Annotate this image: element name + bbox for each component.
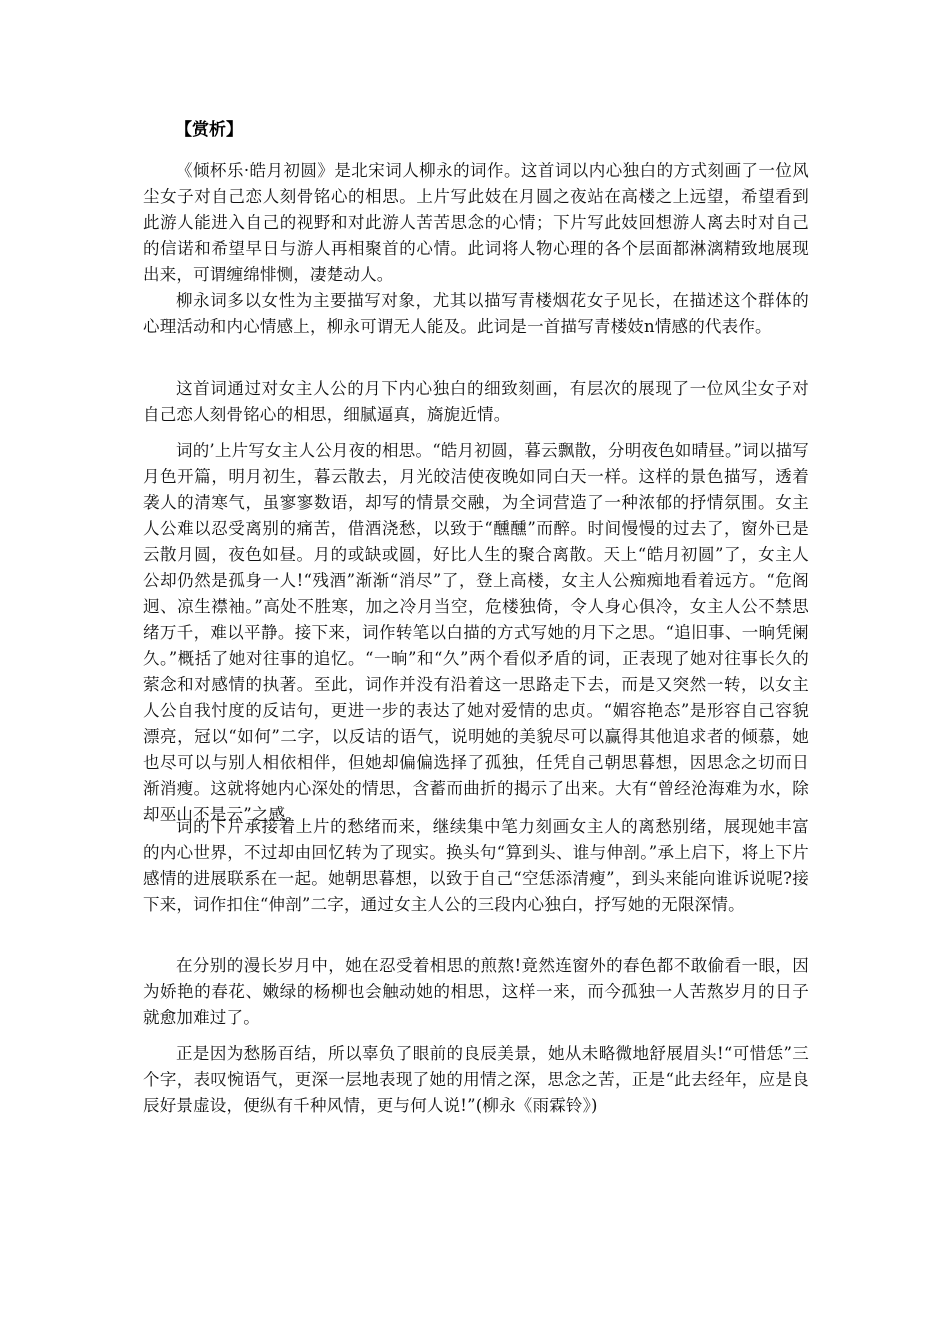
paragraph-second-stanza: 词的下片承接着上片的愁绪而来，继续集中笔力刻画女主人的离愁别绪，展现她丰富的内心世界，不过却由回忆转为了现实。换头句“算到头、谁与伸剖。”承上启下，将上下片感情的进展联系在一起。她朝思暮想，以致于自己“空恁添清瘦”，到头来能向谁诉说呢?接下来，词作扣住“伸剖”二字，通过女主人公的三段内心独白，抒写她的无限深情。 bbox=[143, 817, 809, 914]
paragraph-separation: 在分别的漫长岁月中，她在忍受着相思的煎熬!竟然连窗外的春色都不敢偷看一眼，因为娇艳的春花、嫩绿的杨柳也会触动她的相思，这样一来，而今孤独一人苦熬岁月的日子就愈加难过了。 bbox=[143, 956, 809, 1027]
paragraph-overview: 这首词通过对女主人公的月下内心独白的细致刻画，有层次的展现了一位风尘女子对自己恋人刻骨铭心的相思，细腻逼真，旖旎近情。 bbox=[143, 379, 809, 424]
paragraph-conclusion: 正是因为愁肠百结，所以辜负了眼前的良辰美景，她从未略微地舒展眉头!“可惜恁”三个字，表叹惋语气，更深一层地表现了她的用情之深，思念之苦，正是“此去经年，应是良辰好景虚设，便纵有千种风情，更与何人说!”(柳永《雨霖铃》) bbox=[143, 1044, 809, 1115]
paragraph-first-stanza: 词的’上片写女主人公月夜的相思。“皓月初圆，暮云飘散，分明夜色如晴昼。”词以描写月色开篇，明月初生，暮云散去，月光皎洁使夜晚如同白天一样。这样的景色描写，透着袭人的清寒气，虽寥寥数语，却写的情景交融，为全词营造了一种浓郁的抒情氛围。女主人公难以忍受离别的痛苦，借酒浇愁，以致于“醺醺”而醉。时间慢慢的过去了，窗外已是云散月圆，夜色如昼。月的或缺或圆，好比人生的聚合离散。天上“皓月初圆”了，女主人公却仍然是孤身一人!“残酒”渐渐“消尽”了，登上高楼，女主人公痴痴地看着远方。“危阁迥、凉生襟袖。”高处不胜寒，加之冷月当空，危楼独倚，令人身心俱冷，女主人公不禁思绪万千，难以平静。接下来，词作转笔以白描的方式写她的月下之思。“追旧事、一晌凭阑久。”概括了她对往事的追忆。“一晌”和“久”两个看似矛盾的词，正表现了她对往事长久的萦念和对感情的执著。至此，词作并没有沿着这一思路走下去，而是又突然一转，以女主人公自我忖度的反诘句，更进一步的表达了她对爱情的忠贞。“媚容艳态”是形容自己容貌漂亮，冠以“如何”二字，以反诘的语气，说明她的美貌尽可以赢得其他追求者的倾慕，她也尽可以与别人相依相伴，但她却偏偏选择了孤独，任凭自己朝思暮想，因思念之切而日渐消瘦。这就将她内心深处的情思，含蓄而曲折的揭示了出来。大有“曾经沧海难为水，除却巫山不是云”之感。 bbox=[143, 441, 809, 824]
section-title: 【赏析】 bbox=[175, 120, 243, 140]
paragraph-liuyong-style: 柳永词多以女性为主要描写对象，尤其以描写青楼烟花女子见长，在描述这个群体的心理活动和内心情感上，柳永可谓无人能及。此词是一首描写青楼妓n情感的代表作。 bbox=[143, 291, 809, 336]
paragraph-intro: 《倾杯乐·皓月初圆》是北宋词人柳永的词作。这首词以内心独白的方式刻画了一位风尘女子对自己恋人刻骨铭心的相思。上片写此妓在月圆之夜站在高楼之上远望，希望看到此游人能进入自己的视野和对此游人苦苦思念的心情；下片写此妓回想游人离去时对自己的信诺和希望早日与游人再相聚首的心情。此词将人物心理的各个层面都淋漓精致地展现出来，可谓缠绵悱恻，凄楚动人。 bbox=[143, 161, 809, 284]
